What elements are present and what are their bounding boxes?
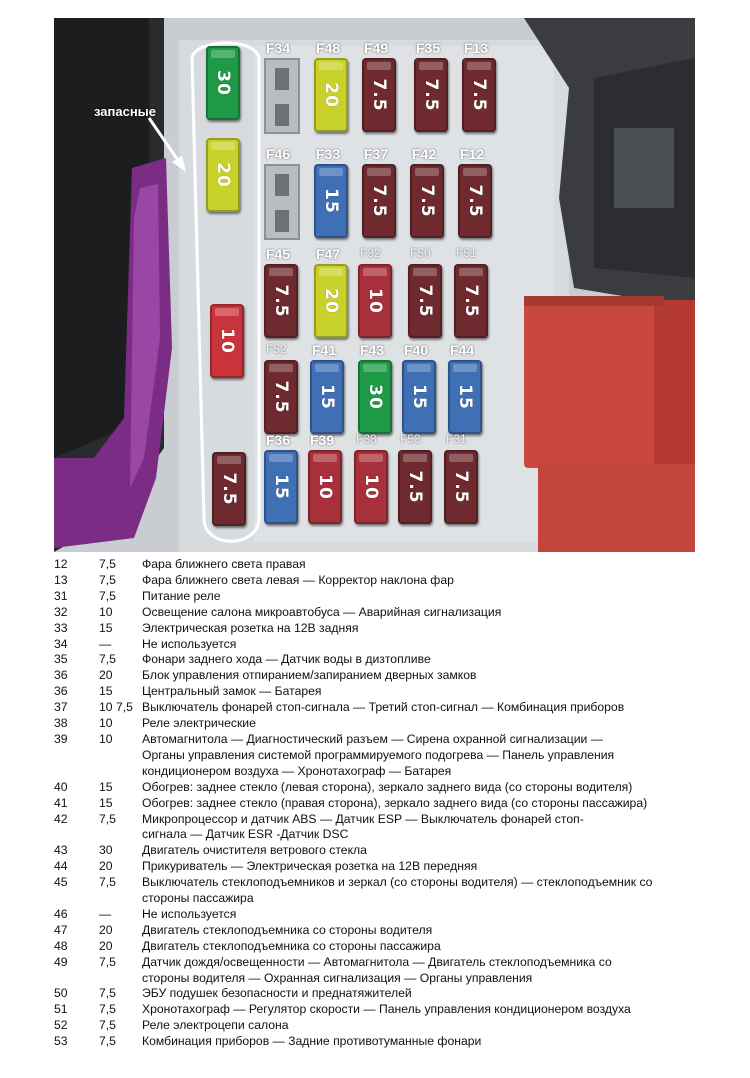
fuse-number: 36 [54,684,68,699]
fuse-rating: 15 [409,384,429,410]
fuse-amperage: 7,5 [99,811,116,826]
fuse-description: Не используется [142,636,237,651]
table-row [54,589,734,605]
table-row [54,716,734,732]
fuse-description: Блок управления отпиранием/запиранием дверных замков [142,668,477,683]
fuse-f48 [314,58,348,132]
fuse-rating: 7.5 [465,184,485,218]
fuse-label-f13: F13 [464,40,489,56]
fuse-amperage: 10 [99,716,113,731]
fuse-rating: 7.5 [451,470,471,504]
fuse-label-f32: F32 [360,246,381,260]
fuse-description: Фара ближнего света правая [142,557,306,571]
empty-fuse-slot [264,58,300,134]
fuse-spare-2 [206,138,240,212]
fuse-amperage: 15 [99,620,113,635]
fuse-description: Выключатель фонарей стоп-сигнала — Третий стоп-сигнал — Комбинация приборов [142,700,625,715]
fuse-amperage: 7,5 [99,986,116,1001]
fuse-rating: 10 [365,288,385,314]
table-row [54,907,734,923]
table-row [54,1018,734,1034]
table-row [54,732,734,780]
fuse-number: 12 [54,557,68,571]
fuse-rating: 15 [321,188,341,214]
fuse-description: Прикуриватель — Электрическая розетка на 12В передняя [142,859,478,874]
table-row [54,939,734,955]
fuse-label-f44: F44 [450,342,475,358]
fuse-f41 [310,360,344,434]
fuse-number: 41 [54,795,68,810]
fuse-label-f49: F49 [364,40,389,56]
table-row [54,557,734,573]
fuse-rating: 7.5 [415,284,435,318]
fuse-rating: 15 [317,384,337,410]
table-row [54,859,734,875]
fuse-description: Реле электрические [142,716,256,731]
fuse-description: Обогрев: заднее стекло (левая сторона), зеркало заднего вида (со стороны водителя) [142,779,633,794]
fuse-spare-4 [212,452,246,526]
fuse-label-f34: F34 [266,40,291,56]
fuse-amperage: 7,5 [99,652,116,667]
fuse-label-f40: F40 [404,342,429,358]
fuse-description: Выключатель стеклоподъемников и зеркал (со стороны водителя) — стеклоподъемник со стороны пассажира [142,875,653,906]
fuse-rating: 10 [217,328,237,354]
fuse-description: Микропроцессор и датчик ABS — Датчик ESP — Выключатель фонарей стоп- сигнала — Датчик ESR -Датчик DSC [142,811,584,842]
fuse-f35 [414,58,448,132]
table-row [54,843,734,859]
empty-fuse-slot [264,164,300,240]
fuse-number: 47 [54,922,68,937]
fuse-description: Центральный замок — Батарея [142,684,322,699]
fuse-description: Электрическая розетка на 12В задняя [142,620,359,635]
fuse-f33 [314,164,348,238]
fuse-label-f33: F33 [316,146,341,162]
fuse-f44 [448,360,482,434]
fuse-amperage: 10 [99,731,113,746]
table-row [54,637,734,653]
fuse-f39 [308,450,342,524]
table-row [54,573,734,589]
fuse-f43 [358,360,392,434]
fuse-f52 [264,360,298,434]
fuse-number: 33 [54,620,68,635]
fuse-f50 [408,264,442,338]
fuse-number: 35 [54,652,68,667]
fuse-rating: 7.5 [219,472,239,506]
fuse-amperage: 15 [99,684,113,699]
fuse-f32 [358,264,392,338]
fuse-description: Питание реле [142,588,221,603]
fuse-label-f46: F46 [266,146,291,162]
fuse-amperage: 30 [99,843,113,858]
fuse-rating: 20 [213,162,233,188]
fuse-amperage: 15 [99,795,113,810]
fuse-label-f43: F43 [360,342,385,358]
fuse-amperage: 20 [99,922,113,937]
fuse-f38 [354,450,388,524]
fuse-description: Комбинация приборов — Задние противотуманные фонари [142,1034,482,1049]
fuse-number: 53 [54,1034,68,1049]
fuse-description: Фара ближнего света левая — Корректор наклона фар [142,572,454,587]
fuse-number: 39 [54,731,68,746]
fuse-number: 44 [54,859,68,874]
fuse-label-f38: F38 [356,432,377,446]
fuse-amperage: — [99,636,112,651]
fuse-f49 [362,58,396,132]
fuse-rating: 7.5 [417,184,437,218]
fuse-number: 36 [54,668,68,683]
fuse-f47 [314,264,348,338]
fuse-spare-3 [210,304,244,378]
fuse-table [54,557,734,1050]
fuse-number: 40 [54,779,68,794]
fuse-rating: 10 [315,474,335,500]
fuse-amperage: — [99,906,112,921]
table-row [54,923,734,939]
table-row [54,780,734,796]
fuse-description: Двигатель стеклоподъемника со стороны пассажира [142,938,441,953]
fuse-description: Освещение салона микроавтобуса — Аварийная сигнализация [142,604,502,619]
fuse-description: Хронотахограф — Регулятор скорости — Панель управления кондиционером воздуха [142,1002,631,1017]
fuse-amperage: 7,5 [99,875,116,890]
fuse-label-f36: F36 [266,432,291,448]
table-row [54,812,734,844]
fuse-f12 [458,164,492,238]
table-row [54,796,734,812]
fuse-label-f51: F51 [456,246,477,260]
fuse-rating: 7.5 [369,78,389,112]
fuse-label-f39: F39 [310,432,335,448]
fuse-rating: 15 [455,384,475,410]
fuse-label-f37: F37 [364,146,389,162]
fuse-rating: 7.5 [461,284,481,318]
fuse-f53 [398,450,432,524]
fuse-amperage: 20 [99,859,113,874]
fuse-amperage: 10 7,5 [99,700,133,715]
table-row [54,700,734,716]
fuse-description: Двигатель стеклоподъемника со стороны водителя [142,922,433,937]
table-row [54,684,734,700]
fuse-label-f52: F52 [266,342,287,356]
fuse-label-f12: F12 [460,146,485,162]
fuse-number: 51 [54,1002,68,1017]
fuse-rating: 20 [321,288,341,314]
fuse-number: 52 [54,1018,68,1033]
fuse-label-f50: F50 [410,246,431,260]
fuse-f31 [444,450,478,524]
fuse-rating: 20 [321,82,341,108]
fuse-amperage: 20 [99,938,113,953]
fuse-number: 46 [54,906,68,921]
fuse-label-f48: F48 [316,40,341,56]
fuse-description: ЭБУ подушек безопасности и преднатяжителей [142,986,412,1001]
fuse-number: 13 [54,572,68,587]
fuse-number: 48 [54,938,68,953]
fuse-number: 37 [54,700,68,715]
table-row [54,668,734,684]
fuse-description: Фонари заднего хода — Датчик воды в дизтопливе [142,652,431,667]
fuse-number: 38 [54,716,68,731]
fuse-label-f47: F47 [316,246,341,262]
fuse-rating: 7.5 [271,284,291,318]
fuse-amperage: 7,5 [99,1018,116,1033]
fuse-description: Реле электроцепи салона [142,1018,289,1033]
fuse-amperage: 7,5 [99,572,116,587]
fuse-rating: 7.5 [369,184,389,218]
fuse-label-f42: F42 [412,146,437,162]
fuse-number: 43 [54,843,68,858]
fuse-amperage: 7,5 [99,1034,116,1049]
table-row [54,1002,734,1018]
fuse-amperage: 10 [99,604,113,619]
fuse-amperage: 15 [99,779,113,794]
fuse-label-f35: F35 [416,40,441,56]
table-row [54,955,734,987]
table-row [54,1034,734,1050]
fuse-rating: 15 [271,474,291,500]
fuse-number: 34 [54,636,68,651]
fuse-f13 [462,58,496,132]
fuse-description: Автомагнитола — Диагностический разъем — Сирена охранной сигнализации — Органы управления системой программируемого подогрева — Панель управления кондиционером воздуха — Хронотахограф — Батарея [142,731,615,778]
fuse-f36 [264,450,298,524]
fuse-rating: 30 [213,70,233,96]
table-row [54,605,734,621]
fuse-amperage: 7,5 [99,557,116,571]
fuse-f51 [454,264,488,338]
fuse-number: 42 [54,811,68,826]
fuse-number: 31 [54,588,68,603]
fuse-spare-1 [206,46,240,120]
fuse-rating: 30 [365,384,385,410]
fuse-description: Датчик дождя/освещенности — Автомагнитола — Двигатель стеклоподъемника со стороны водителя — Охранная сигнализация — Органы управления [142,954,612,985]
fuse-description: Не используется [142,906,237,921]
fuse-description: Двигатель очистителя ветрового стекла [142,843,367,858]
fuse-rating: 7.5 [469,78,489,112]
fuse-amperage: 20 [99,668,113,683]
fuse-number: 32 [54,604,68,619]
fuse-amperage: 7,5 [99,1002,116,1017]
fuse-rating: 7.5 [405,470,425,504]
fuse-f40 [402,360,436,434]
fuse-f42 [410,164,444,238]
fuse-description: Обогрев: заднее стекло (правая сторона), зеркало заднего вида (со стороны пассажира) [142,795,648,810]
fuse-rating: 10 [361,474,381,500]
spare-fuses-label: запасные [94,104,157,119]
table-row [54,621,734,637]
fuse-amperage: 7,5 [99,588,116,603]
table-row [54,875,734,907]
fuse-label-f53: F53 [400,432,421,446]
table-row [54,652,734,668]
fuse-box-photo [54,18,695,552]
fuse-number: 50 [54,986,68,1001]
fuse-amperage: 7,5 [99,954,116,969]
fuse-number: 45 [54,875,68,890]
fuse-number: 49 [54,954,68,969]
fuse-f37 [362,164,396,238]
fuse-label-f31: F31 [446,432,467,446]
fuse-label-f45: F45 [266,246,291,262]
table-row [54,986,734,1002]
fuse-rating: 7.5 [271,380,291,414]
fuse-label-f41: F41 [312,342,337,358]
fuse-f45 [264,264,298,338]
fuse-rating: 7.5 [421,78,441,112]
